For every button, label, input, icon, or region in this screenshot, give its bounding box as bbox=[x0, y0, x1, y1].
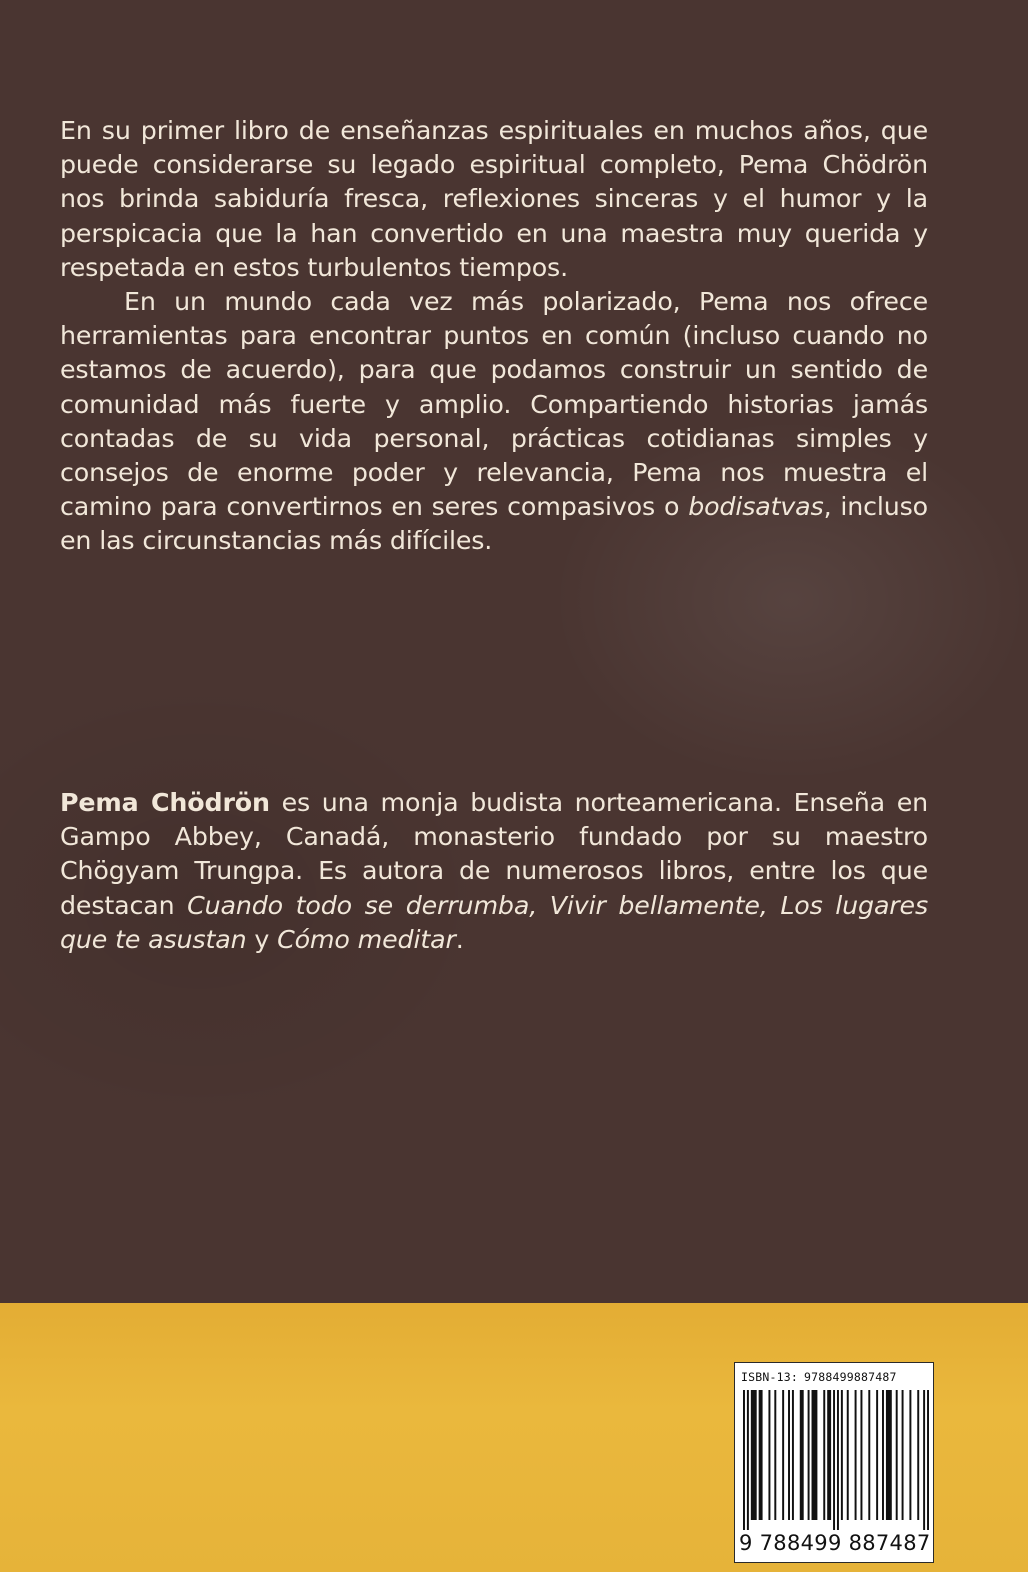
title-connector: y bbox=[246, 924, 278, 954]
blurb-paragraph-2 bbox=[60, 285, 928, 559]
barcode-bars bbox=[743, 1390, 929, 1530]
barcode-bar-20 bbox=[868, 1390, 870, 1520]
author-bio-text: es una monja budista norteamericana. Enseña en Gampo Abbey, Canadá, monasterio fundado por su maestro Chögyam Trungpa. Es autora de numerosos libros, entre los que destacan bbox=[60, 788, 928, 920]
barcode-bar-3 bbox=[759, 1390, 763, 1520]
barcode-bar-17 bbox=[847, 1390, 849, 1520]
barcode-bar-8 bbox=[792, 1390, 794, 1520]
barcode-bar-21 bbox=[876, 1390, 878, 1520]
barcode-bar-27 bbox=[917, 1390, 919, 1520]
blurb-italic-term: bodisatvas bbox=[688, 492, 824, 522]
barcode-bar-16 bbox=[841, 1390, 843, 1520]
bio-end: . bbox=[455, 924, 464, 954]
barcode-bar-25 bbox=[902, 1390, 904, 1520]
barcode-bar-5 bbox=[774, 1390, 776, 1520]
barcode-bar-14 bbox=[833, 1390, 835, 1530]
isbn-prefix: ISBN-13: bbox=[741, 1370, 798, 1384]
isbn-label bbox=[741, 1370, 931, 1384]
book-blurb bbox=[60, 114, 928, 559]
barcode-bar-22 bbox=[882, 1390, 884, 1520]
author-name: Pema Chödrön bbox=[60, 788, 270, 817]
barcode-bar-0 bbox=[743, 1390, 745, 1530]
isbn-number: 9788499887487 bbox=[804, 1370, 897, 1384]
barcode-bar-2 bbox=[751, 1390, 757, 1520]
ean-digits: 9 788499 887487 bbox=[739, 1531, 931, 1555]
barcode-bar-24 bbox=[896, 1390, 898, 1520]
barcode-bar-9 bbox=[800, 1390, 804, 1520]
book-title-last: Cómo meditar bbox=[277, 924, 456, 954]
barcode-bar-15 bbox=[837, 1390, 839, 1530]
barcode-bar-19 bbox=[860, 1390, 862, 1520]
blurb-paragraph-2-end: , incluso en las circunstancias más difíciles. bbox=[60, 492, 928, 556]
barcode-bar-18 bbox=[855, 1390, 857, 1520]
barcode-bar-13 bbox=[827, 1390, 831, 1520]
barcode-bar-23 bbox=[886, 1390, 892, 1520]
blurb-paragraph-2-text: En un mundo cada vez más polarizado, Pema nos ofrece herramientas para encontrar puntos en común (incluso cuando no estamos de acuerdo), para que podamos construir un sentido de comunidad más fuerte y amplio. Compartiendo historias jamás contadas de su vida personal, prácticas cotidianas simples y consejos de enorme poder y relevancia, Pema nos muestra el camino para convertirnos en seres compasivos o bbox=[60, 287, 928, 522]
barcode-bar-10 bbox=[808, 1390, 810, 1520]
barcode-bar-28 bbox=[923, 1390, 925, 1530]
barcode-bar-7 bbox=[788, 1390, 790, 1520]
barcode-bar-1 bbox=[747, 1390, 749, 1530]
barcode-bar-11 bbox=[812, 1390, 818, 1520]
author-bio bbox=[60, 786, 928, 957]
book-titles: Cuando todo se derrumba, Vivir bellamente, Los lugares que te asustan bbox=[60, 890, 928, 954]
barcode-bar-29 bbox=[927, 1390, 929, 1530]
blurb-paragraph-1: En su primer libro de enseñanzas espirituales en muchos años, que puede considerarse su legado espiritual completo, Pema Chödrön nos brinda sabiduría fresca, reflexiones sinceras y el humor y la perspicacia que la han convertido en una maestra muy querida y respetada en estos turbulentos tiempos. bbox=[60, 116, 928, 282]
barcode-bar-12 bbox=[823, 1390, 825, 1520]
isbn-barcode bbox=[734, 1362, 934, 1563]
barcode-bar-26 bbox=[909, 1390, 911, 1520]
barcode-bar-4 bbox=[768, 1390, 770, 1520]
barcode-bar-6 bbox=[782, 1390, 784, 1520]
